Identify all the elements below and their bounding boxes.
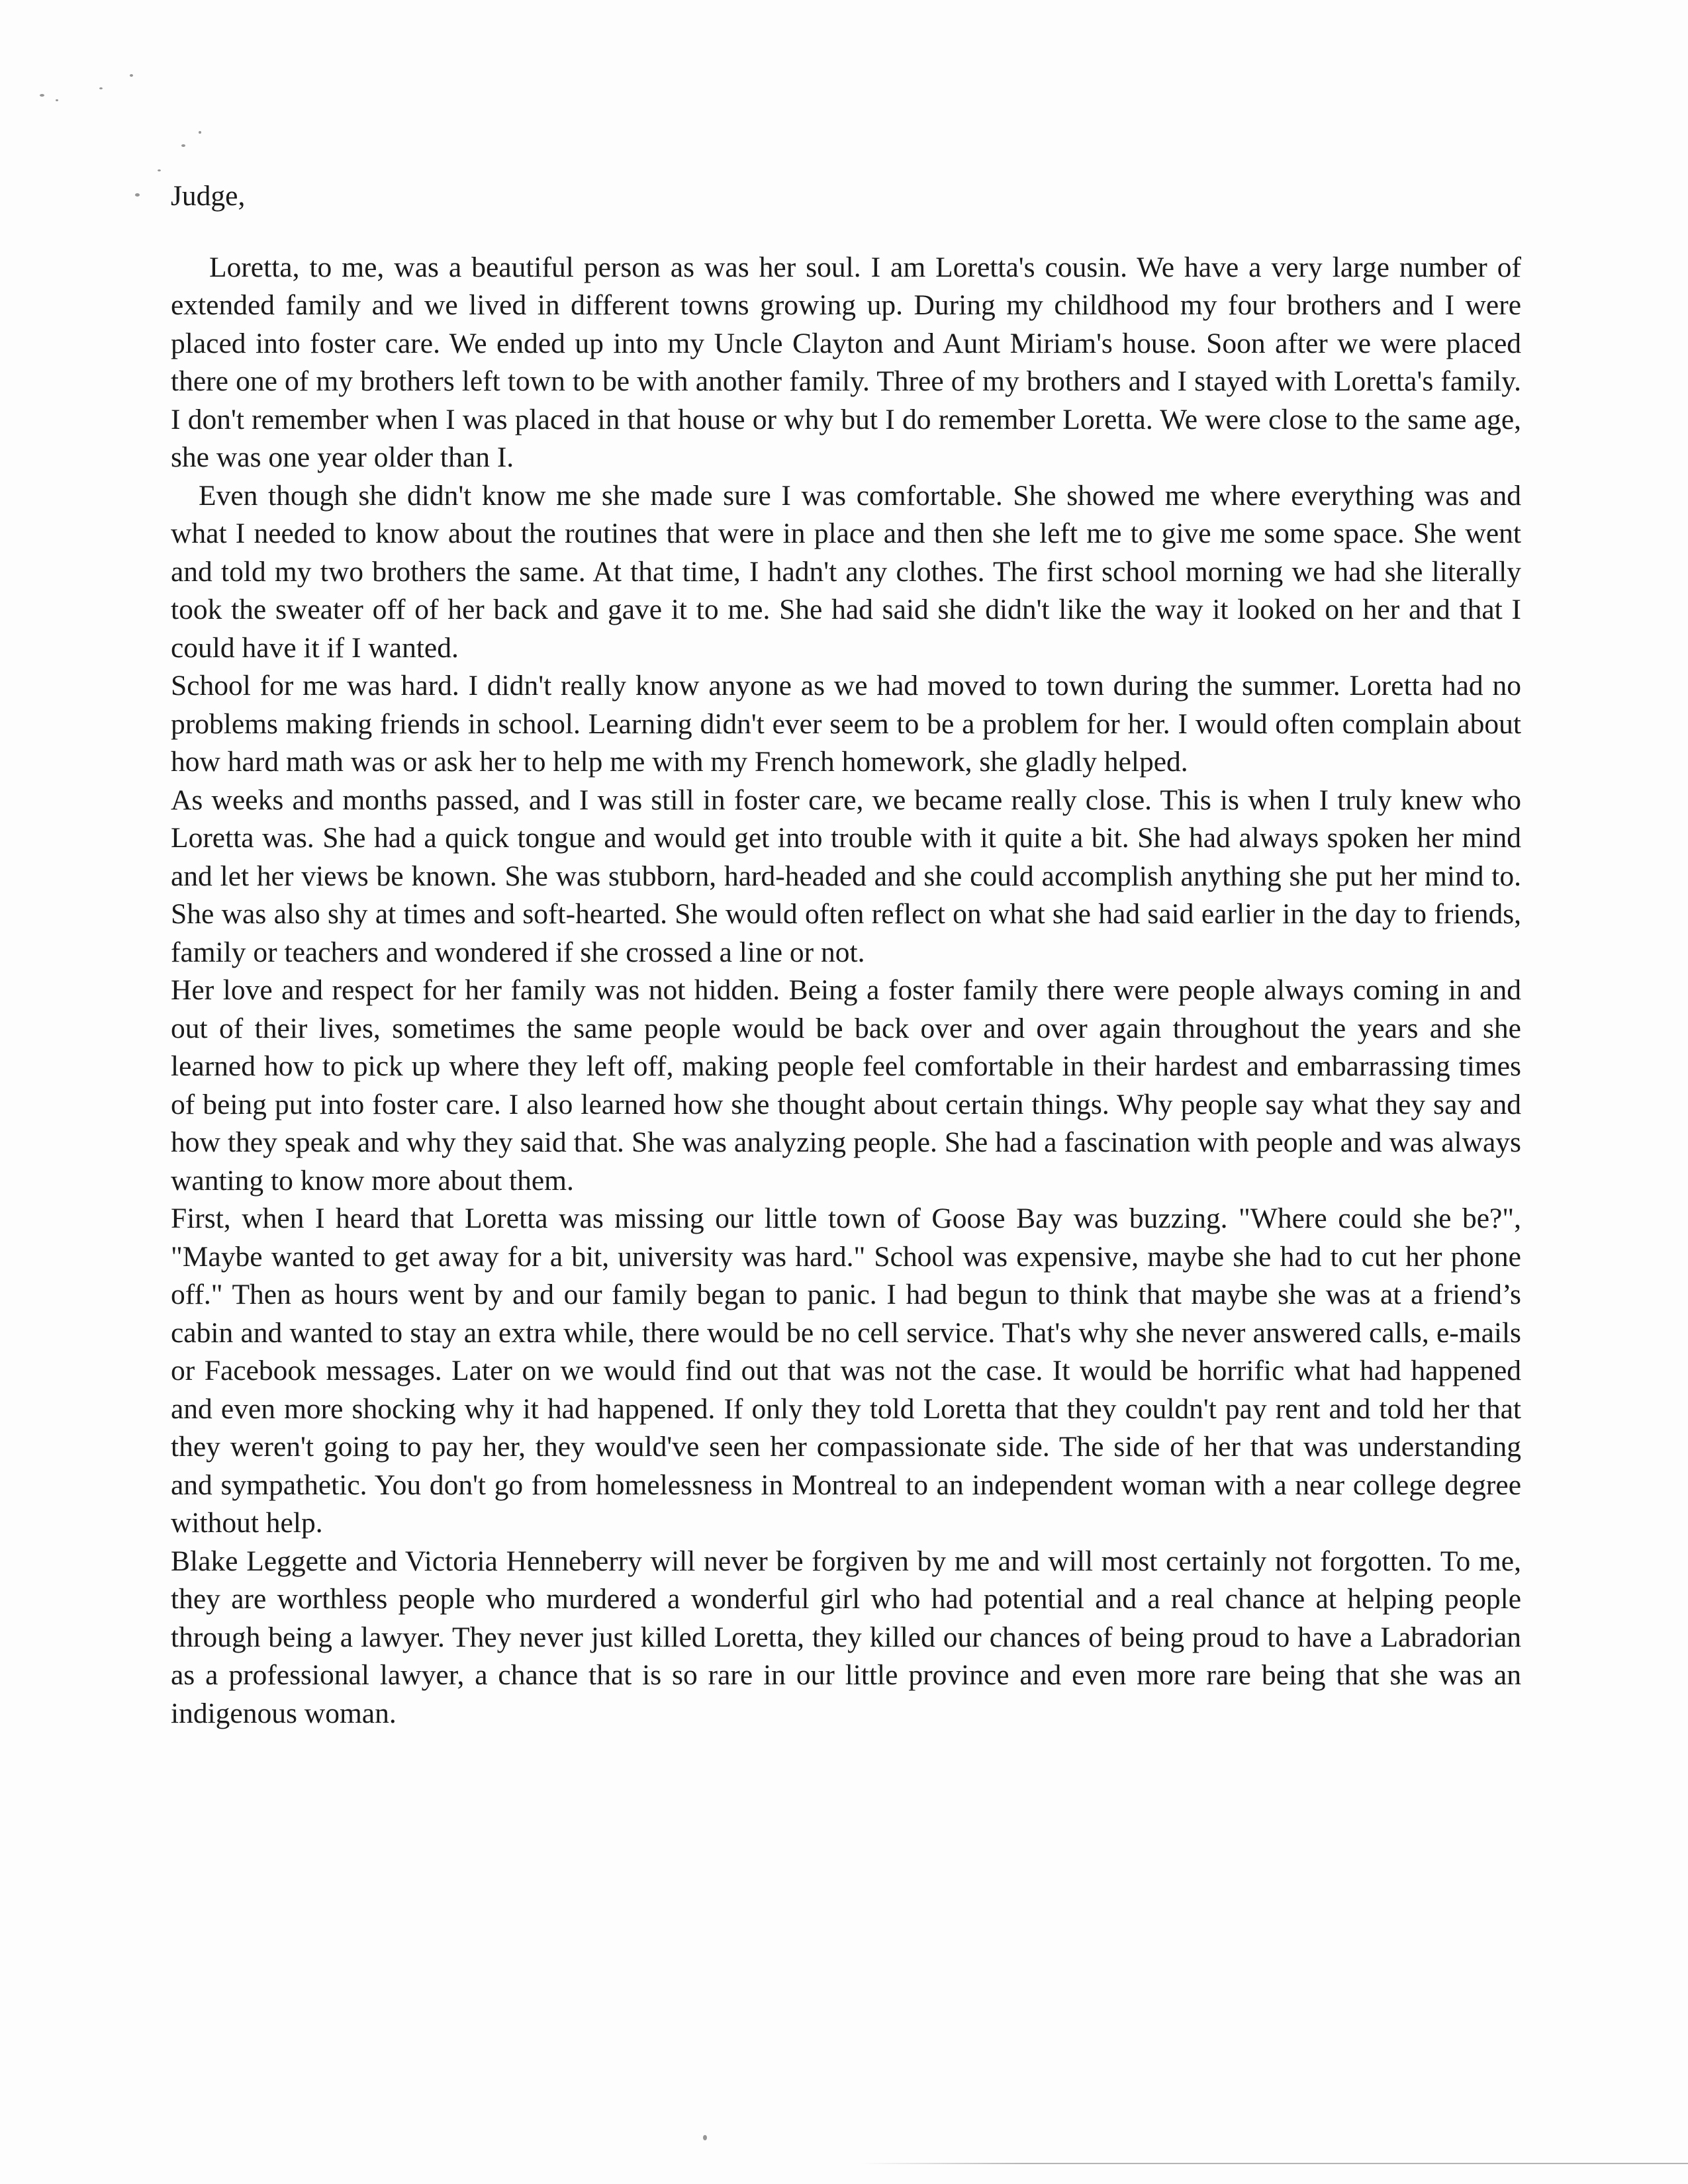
- scan-speck: [130, 74, 133, 77]
- scan-speck: [158, 169, 161, 171]
- scan-speck: [135, 193, 140, 197]
- scan-speck: [181, 144, 185, 147]
- letter-paragraph: Her love and respect for her family was not hidden. Being a foster family there were people always coming in and out of their lives, sometimes the same people would be back over and over again throughout the years and she learned how to pick up where they left off, making people feel comfortable in their hardest and embarrassing times of being put into foster care. I also learned how she thought about certain things. Why people say what they say and how they speak and why they said that. She was analyzing people. She had a fascination with people and was always wanting to know more about them.: [171, 974, 1521, 1197]
- letter-paragraph: School for me was hard. I didn't really know anyone as we had moved to town during the summer. Loretta had no problems making friends in school. Learning didn't ever seem to be a problem for her. I would often complain about how hard math was or ask her to help me with my French homework, she gladly helped.: [171, 670, 1521, 778]
- scan-speck: [40, 94, 44, 97]
- scan-speck: [703, 2135, 707, 2140]
- scan-speck: [56, 99, 58, 101]
- scan-speck: [99, 87, 103, 89]
- scan-edge-line: [861, 2163, 1688, 2164]
- letter-paragraph: First, when I heard that Loretta was missing our little town of Goose Bay was buzzing. "Where could she be?", "Maybe wanted to get away for a bit, university was hard." School was expensive, maybe she had to cut her phone off." Then as hours went by and our family began to panic. I had begun to think that maybe she was at a friend’s cabin and wanted to stay an extra while, there would be no cell service. That's why she never answered calls, e-mails or Facebook messages. Later on we would find out that was not the case. It would be horrific what had happened and even more shocking why it had happened. If only they told Loretta that they couldn't pay rent and told her that they weren't going to pay her, they would've seen her compassionate side. The side of her that was understanding and sympathetic. You don't go from homelessness in Montreal to an independent woman with a near college degree without help.: [171, 1203, 1521, 1539]
- letter-paragraph: Loretta, to me, was a beautiful person as was her soul. I am Loretta's cousin. We have a very large number of extended family and we lived in different towns growing up. During my childhood my four brothers and I were placed into foster care. We ended up into my Uncle Clayton and Aunt Miriam's house. Soon after we were placed there one of my brothers left town to be with another family. Three of my brothers and I stayed with Loretta's family. I don't remember when I was placed in that house or why but I do remember Loretta. We were close to the same age, she was one year older than I.: [171, 251, 1521, 473]
- letter-paragraph: Blake Leggette and Victoria Henneberry will never be forgiven by me and will most certainly not forgotten. To me, they are worthless people who murdered a wonderful girl who had potential and a real chance at helping people through being a lawyer. They never just killed Loretta, they killed our chances of being proud to have a Labradorian as a professional lawyer, a chance that is so rare in our little province and even more rare being that she was an indigenous woman.: [171, 1545, 1521, 1729]
- letter-paragraph: Even though she didn't know me she made sure I was comfortable. She showed me where everything was and what I needed to know about the routines that were in place and then she left me to give me some space. She went and told my two brothers the same. At that time, I hadn't any clothes. The first school morning we had she literally took the sweater off of her back and gave it to me. She had said she didn't like the way it looked on her and that I could have it if I wanted.: [171, 479, 1521, 664]
- scan-speck: [199, 131, 201, 134]
- letter-salutation: Judge,: [171, 180, 246, 212]
- letter-body: [171, 177, 1521, 1733]
- letter-paragraph: As weeks and months passed, and I was still in foster care, we became really close. This is when I truly knew who Loretta was. She had a quick tongue and would get into trouble with it quite a bit. She had always spoken her mind and let her views be known. She was stubborn, hard-headed and she could accomplish anything she put her mind to. She was also shy at times and soft-hearted. She would often reflect on what she had said earlier in the day to friends, family or teachers and wondered if she crossed a line or not.: [171, 784, 1521, 968]
